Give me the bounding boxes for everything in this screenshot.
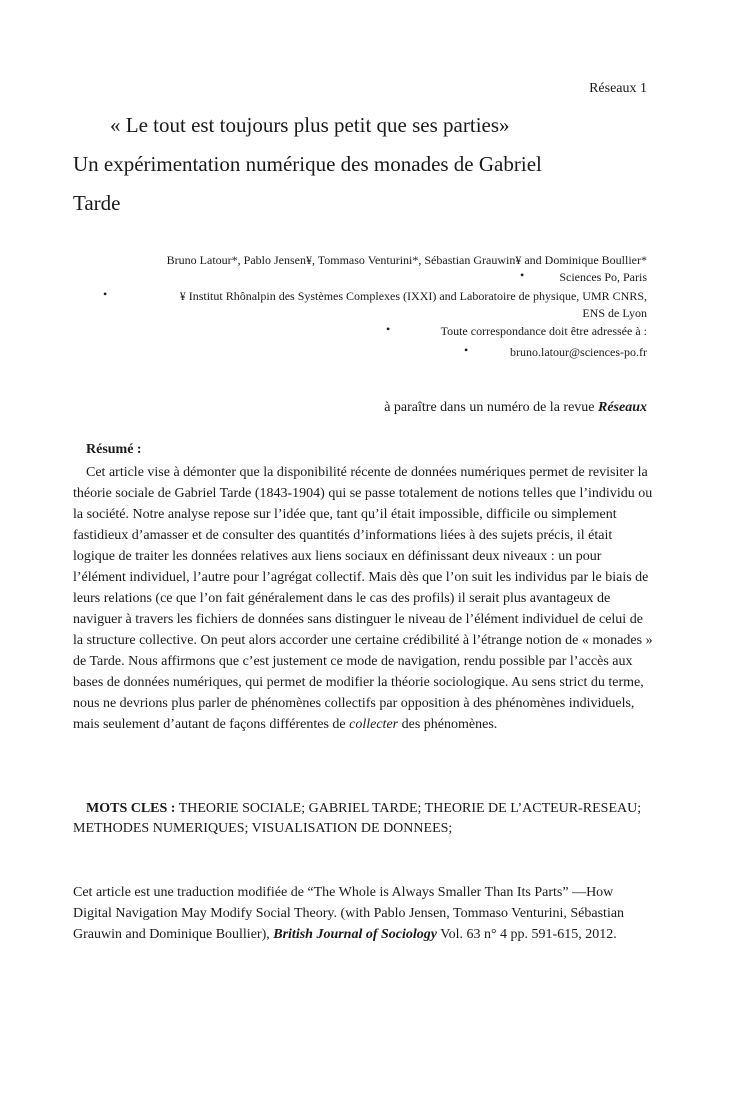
bullet-icon: • bbox=[386, 322, 391, 336]
title-line-1: « Le tout est toujours plus petit que ses parties» bbox=[110, 113, 510, 137]
bullet-icon: • bbox=[520, 268, 525, 282]
abstract-text bbox=[73, 462, 653, 735]
title-line-3: Tarde bbox=[73, 191, 121, 215]
forthcoming-journal: Réseaux bbox=[598, 400, 647, 415]
abstract-italic-word: collecter bbox=[349, 717, 399, 732]
affiliation-sciences-po: Sciences Po, Paris bbox=[559, 270, 647, 284]
keywords-label: MOTS CLES : bbox=[86, 801, 176, 816]
keywords bbox=[73, 799, 648, 839]
bullet-icon: • bbox=[103, 287, 108, 301]
note-journal: British Journal of Sociology bbox=[273, 927, 438, 942]
note-body: Cet article est une traduction modifiée de “The Whole is Always Smaller Than Its Parts” —How Digital Navigation May Modify Social Theory. (with Pablo Jensen, Tommaso Venturini, Sébastian Grauwin and Dominique Boullier), bbox=[73, 885, 625, 942]
abstract-body: Cet article vise à démonter que la disponibilité récente de données numériques permet de revisiter la théorie sociale de Gabriel Tarde (1843-1904) qui se passe totalement de notions telles que l’individu ou la société. Notre analyse repose sur l’idée que, tant qu’il était impossible, difficile ou simplement fastidieux d’amasser et de consulter des quantités d’informations liées à des sujets précis, il était logique de traiter les données relatives aux liens sociaux en définissant deux niveaux : un pour l’élément individuel, l’autre pour l’agrégat collectif. Mais dès que l’on suit les individus par le biais de leurs relations (ce que l’on fait généralement dans le cas des profils) il serait plus avantageux de naviguer à travers les fichiers de données sans distinguer le niveau de l’élément individuel de celui de la structure collective. On peut alors accorder une certaine crédibilité à l’étrange notion de « monades » de Tarde. Nous affirmons que c’est justement ce mode de navigation, rendu possible par l’accès aux bases de données numériques, qui permet de modifier la théorie sociologique. Au sens strict du terme, nous ne devrions plus parler de phénomènes collectifs par opposition à des phénomènes individuels, mais seulement d’autant de façons différentes de bbox=[73, 465, 653, 732]
keywords-list: THEORIE SOCIALE; GABRIEL TARDE; THEORIE DE L’ACTEUR-RESEAU; METHODES NUMERIQUES; VISUALISATION DE DONNEES; bbox=[73, 801, 642, 836]
correspondence-note: Toute correspondance doit être adressée à : bbox=[440, 324, 647, 338]
running-head: Réseaux 1 bbox=[589, 81, 647, 96]
affiliation-ixxi: ¥ Institut Rhônalpin des Systèmes Complexes (IXXI) and Laboratoire de physique, UMR CNRS, bbox=[179, 289, 647, 303]
affiliation-ens-lyon: ENS de Lyon bbox=[582, 306, 647, 320]
abstract-heading: Résumé : bbox=[86, 442, 142, 457]
translation-note bbox=[73, 882, 653, 945]
abstract-ending: des phénomènes. bbox=[398, 717, 498, 732]
bullet-icon: • bbox=[464, 343, 469, 357]
note-ending: Vol. 63 n° 4 pp. 591-615, 2012. bbox=[437, 927, 617, 942]
author-email: bruno.latour@sciences-po.fr bbox=[509, 345, 647, 359]
forthcoming-prefix: à paraître dans un numéro de la revue bbox=[384, 400, 598, 415]
title-line-2: Un expérimentation numérique des monades de Gabriel bbox=[73, 152, 542, 176]
forthcoming-note bbox=[384, 400, 647, 416]
author-names: Bruno Latour*, Pablo Jensen¥, Tommaso Venturini*, Sébastian Grauwin¥ and Dominique Boullier* bbox=[166, 253, 647, 267]
